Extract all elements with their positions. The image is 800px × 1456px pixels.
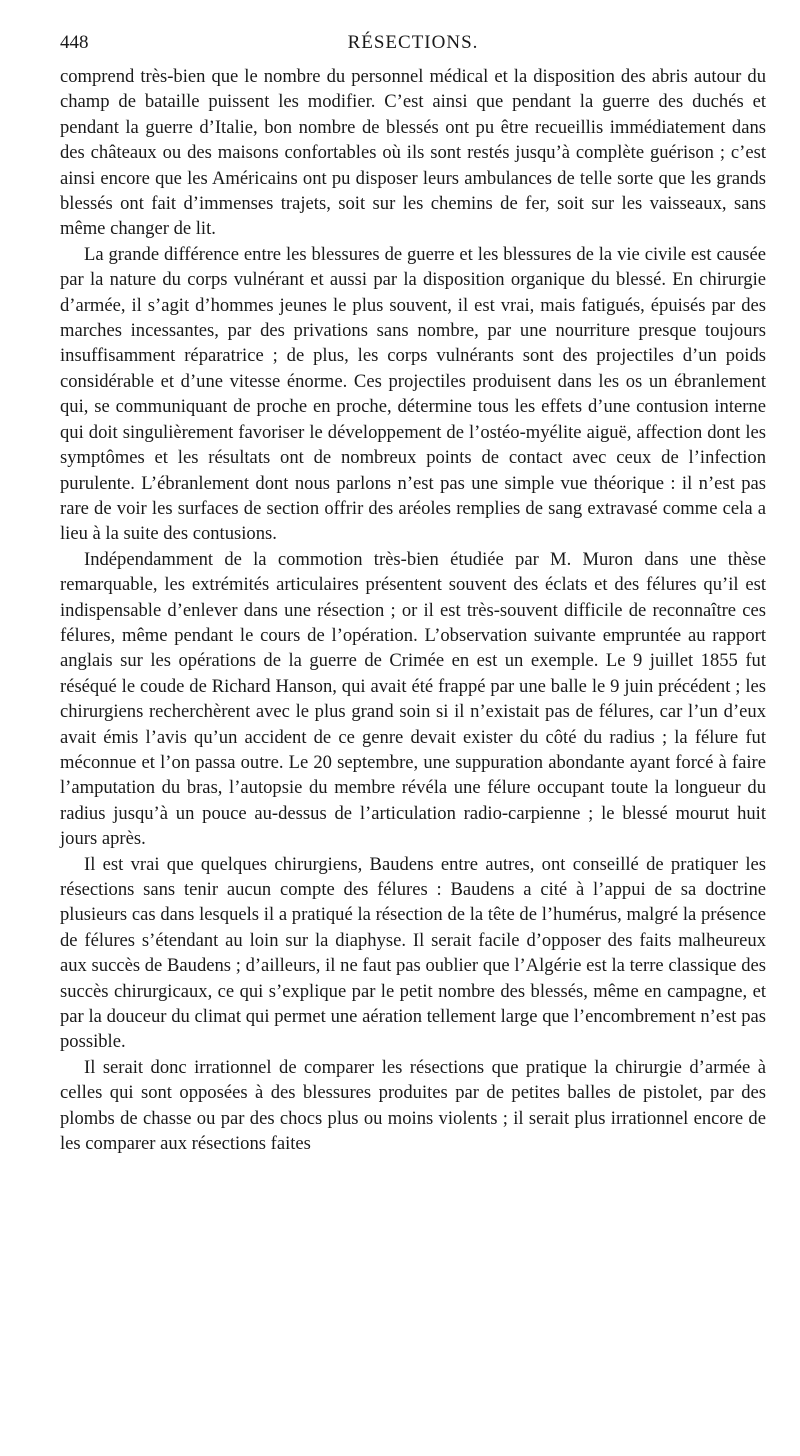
document-page bbox=[60, 30, 766, 1156]
body-text bbox=[60, 64, 766, 1156]
page-number: 448 bbox=[60, 32, 89, 53]
paragraph-5: Il serait donc irrationnel de comparer les résections que pratique la chirurgie d’armée à celles qui sont opposées à des blessures produites par de petites balles de pistolet, par des plombs de chasse ou par des chocs plus ou moins violents ; il serait plus irrationnel encore de les comparer aux résections faites bbox=[60, 1056, 766, 1155]
paragraph-2: La grande différence entre les blessures de guerre et les blessures de la vie civile est causée par la nature du corps vulnérant et aussi par la disposition organique du blessé. En chirurgie d’armée, il s’agit d’hommes jeunes le plus souvent, il est vrai, mais fatigués, épuisés par des marches incessantes, par des privations sans nombre, par une nourriture presque toujours insuffisamment réparatrice ; de plus, les corps vulnérants sont des projectiles d’un poids considérable et d’une vitesse énorme. Ces projectiles produisent dans les os un ébranlement qui, se communiquant de proche en proche, détermine tous les effets d’une contusion interne qui doit singulièrement favoriser le développement de l’ostéo-myélite aiguë, affection dont les symptômes et les résultats ont de nombreux points de contact avec ceux de l’infection purulente. L’ébranlement dont nous parlons n’est pas une simple vue théorique : il n’est pas rare de voir les surfaces de section offrir des aréoles remplies de sang extravasé comme cela a lieu à la suite des contusions. bbox=[60, 243, 766, 545]
paragraph-1: comprend très-bien que le nombre du personnel médical et la disposition des abris autour du champ de bataille puissent les modifier. C’est ainsi que pendant la guerre des duchés et pendant la guerre d’Italie, bon nombre de blessés ont pu être recueillis immédiatement dans des châteaux ou des maisons confortables où ils sont restés jusqu’à complète guérison ; c’est ainsi encore que les Américains ont pu disposer leurs ambulances de telle sorte que les grands blessés ont fait d’immenses trajets, soit sur les chemins de fer, soit sur les vaisseaux, sans même changer de lit. bbox=[60, 66, 766, 240]
page-header bbox=[60, 30, 766, 56]
paragraph-4: Il est vrai que quelques chirurgiens, Baudens entre autres, ont conseillé de pratiquer les résections sans tenir aucun compte des félures : Baudens a cité à l’appui de sa doctrine plusieurs cas dans lesquels il a pratiqué la résection de la tête de l’humérus, malgré la présence de félures s’étendant au loin sur la diaphyse. Il serait facile d’opposer des faits malheureux aux succès de Baudens ; d’ailleurs, il ne faut pas oublier que l’Algérie est la terre classique des succès chirurgicaux, ce qui s’explique par le petit nombre des blessés, même en campagne, et par la douceur du climat qui permet une aération tellement large que l’encombrement n’est pas possible. bbox=[60, 853, 766, 1053]
paragraph-3: Indépendamment de la commotion très-bien étudiée par M. Muron dans une thèse remarquable, les extrémités articulaires présentent souvent des éclats et des félures qu’il est indispensable d’enlever dans une résection ; or il est très-souvent difficile de reconnaître ces félures, même pendant le cours de l’opération. L’observation suivante empruntée au rapport anglais sur les opérations de la guerre de Crimée en est un exemple. Le 9 juillet 1855 fut réséqué le coude de Richard Hanson, qui avait été frappé par une balle le 9 juin précédent ; les chirurgiens recherchèrent avec le plus grand soin si il n’existait pas de félures, car l’un d’eux avait émis l’avis qu’un accident de ce genre devait exister du côté du radius ; la félure fut méconnue et l’on passa outre. Le 20 septembre, une suppuration abondante ayant forcé à faire l’amputation du bras, l’autopsie du membre révéla une félure occupant toute la longueur du radius jusqu’à un pouce au-dessus de l’articulation radio-carpienne ; le blessé mourut huit jours après. bbox=[60, 548, 766, 850]
running-head: RÉSECTIONS. bbox=[347, 32, 479, 53]
